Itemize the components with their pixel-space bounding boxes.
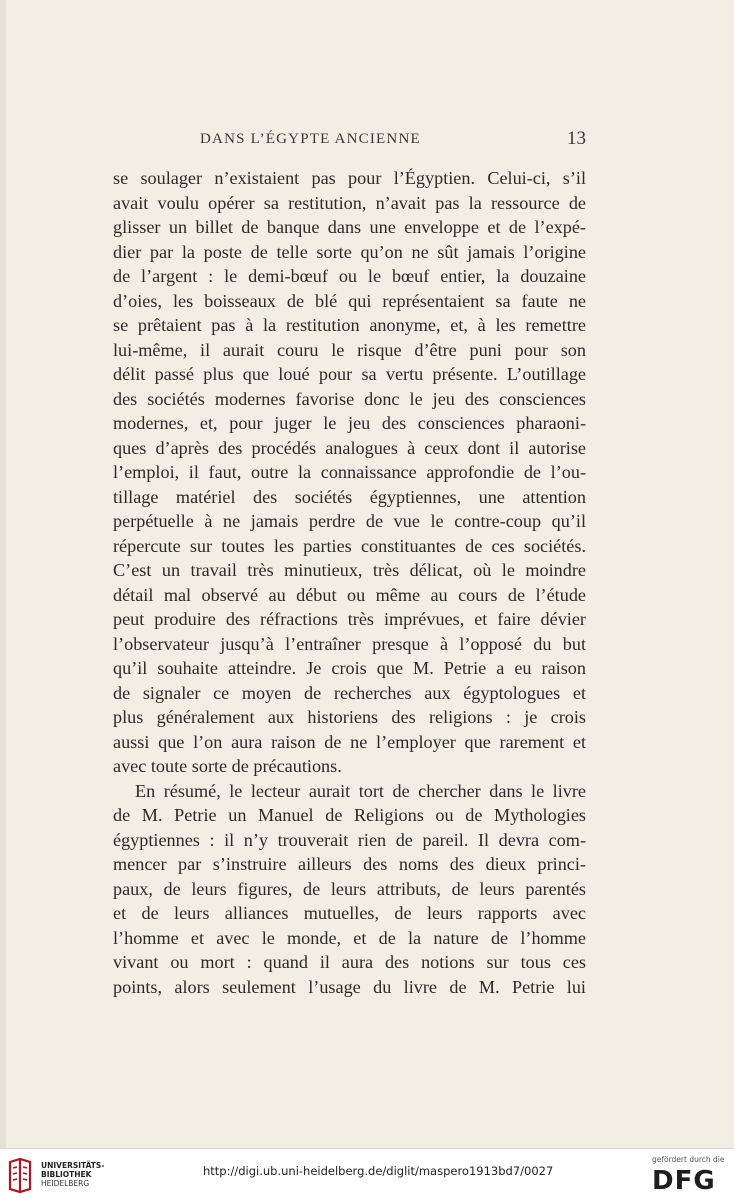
library-name-line: HEIDELBERG bbox=[41, 1179, 90, 1188]
running-title: DANS L’ÉGYPTE ANCIENNE bbox=[200, 131, 421, 147]
page-number: 13 bbox=[567, 128, 586, 149]
text-line: se prêtaient pas à la restitution anonyme, et, à les remettre bbox=[113, 315, 586, 335]
library-name-line: UNIVERSITÄTS- bbox=[41, 1161, 105, 1170]
text-line: et de leurs alliances mutuelles, de leurs rapports avec bbox=[113, 903, 586, 923]
text-line: dier par la poste de telle sorte qu’on ne sût jamais l’origine bbox=[113, 241, 586, 262]
library-name-line: BIBLIOTHEK bbox=[41, 1170, 92, 1179]
text-line: glisser un billet de banque dans une enveloppe et de l’expé- bbox=[113, 217, 586, 237]
university-library-logo-icon bbox=[6, 1158, 34, 1194]
dfg-logo: DFG bbox=[652, 1166, 716, 1196]
text-line: d’oies, les boisseaux de blé qui représentaient sa faute ne bbox=[113, 290, 586, 311]
text-line: lui-même, il aurait couru le risque d’être puni pour son bbox=[113, 339, 586, 360]
viewer-footer bbox=[0, 1148, 734, 1203]
text-line: se soulager n’existaient pas pour l’Égyptien. Celui-ci, s’il bbox=[113, 168, 586, 188]
text-line: mencer par s’instruire ailleurs des noms des dieux princi- bbox=[113, 854, 586, 874]
text-line: délit passé plus que loué pour sa vertu présente. L’outillage bbox=[113, 364, 586, 384]
text-line: de l’argent : le demi-bœuf ou le bœuf entier, la douzaine bbox=[113, 266, 586, 286]
text-line: l’homme et avec le monde, et de la nature de l’homme bbox=[113, 927, 586, 948]
text-line: des sociétés modernes favorise donc le jeu des consciences bbox=[113, 388, 586, 409]
text-line: détail mal observé au début ou même au cours de l’étude bbox=[113, 584, 586, 605]
page-header bbox=[200, 128, 586, 154]
text-line: perpétuelle à ne jamais perdre de vue le contre-coup qu’il bbox=[113, 511, 586, 531]
text-line: aussi que l’on aura raison de ne l’employer que rarement et bbox=[113, 731, 586, 752]
text-line: qu’il souhaite atteindre. Je crois que M. Petrie a eu raison bbox=[113, 658, 586, 678]
funded-by-label: gefördert durch die bbox=[652, 1155, 725, 1164]
text-line: vivant ou mort : quand il aura des notions sur tous ces bbox=[113, 952, 586, 972]
text-line: de M. Petrie un Manuel de Religions ou de Mythologies bbox=[113, 805, 586, 825]
text-line: ques d’après des procédés analogues à ceux dont il autorise bbox=[113, 437, 586, 458]
text-line: C’est un travail très minutieux, très délicat, où le moindre bbox=[113, 560, 586, 580]
library-name bbox=[41, 1161, 104, 1188]
text-line: En résumé, le lecteur aurait tort de chercher dans le livre bbox=[135, 780, 586, 801]
text-line: tillage matériel des sociétés égyptiennes, une attention bbox=[113, 486, 586, 507]
text-line: peut produire des réfractions très imprévues, et faire dévier bbox=[113, 609, 586, 629]
text-line: modernes, et, pour juger le jeu des consciences pharaoni- bbox=[113, 413, 586, 433]
body-text bbox=[113, 166, 586, 999]
text-line: répercute sur toutes les parties constituantes de ces sociétés. bbox=[113, 535, 586, 556]
permalink-url[interactable]: http://digi.ub.uni-heidelberg.de/diglit/maspero1913bd7/0027 bbox=[203, 1164, 554, 1178]
text-line: l’observateur jusqu’à l’entraîner presque à l’opposé du but bbox=[113, 633, 586, 654]
text-line: égyptiennes : il n’y trouverait rien de pareil. Il devra com- bbox=[113, 829, 586, 850]
text-line: avait voulu opérer sa restitution, n’avait pas la ressource de bbox=[113, 192, 586, 213]
text-line: de signaler ce moyen de recherches aux égyptologues et bbox=[113, 682, 586, 703]
text-line: l’emploi, il faut, outre la connaissance approfondie de l’ou- bbox=[113, 462, 586, 482]
text-line: avec toute sorte de précautions. bbox=[113, 756, 342, 776]
text-line: plus généralement aux historiens des religions : je crois bbox=[113, 707, 586, 727]
text-line: points, alors seulement l’usage du livre de M. Petrie lui bbox=[113, 976, 586, 997]
text-line: paux, de leurs figures, de leurs attributs, de leurs parentés bbox=[113, 878, 586, 899]
